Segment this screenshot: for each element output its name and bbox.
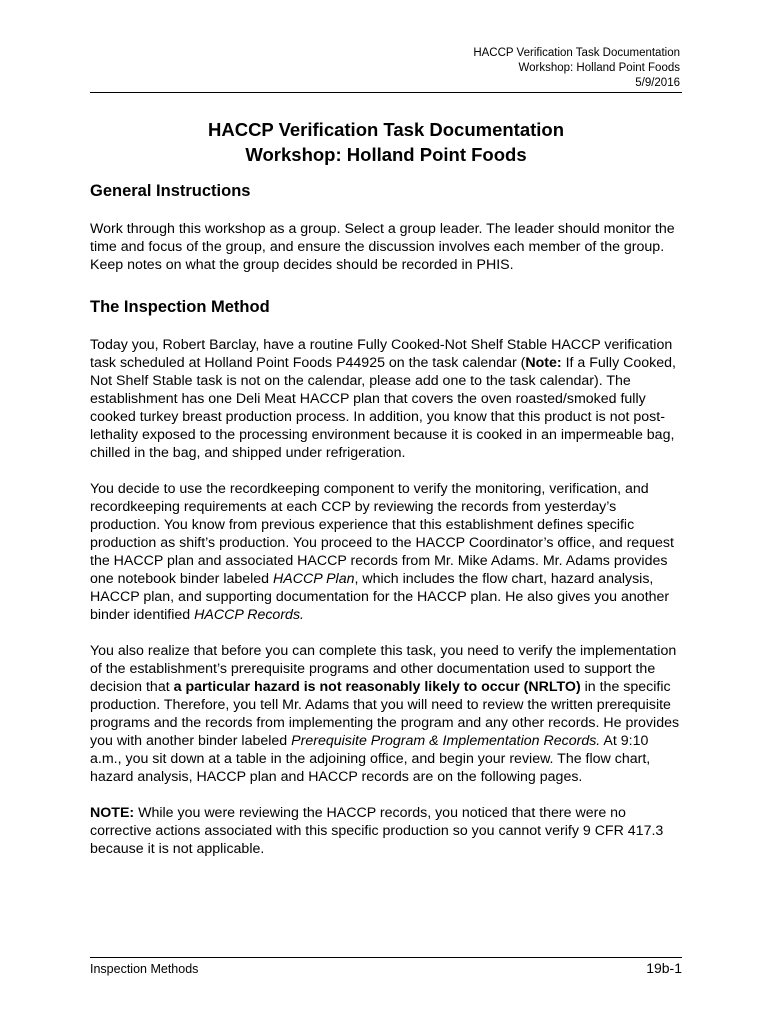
inspection-paragraph-2	[90, 480, 682, 624]
footer-divider	[90, 957, 682, 958]
p3-binder-prerequisite: Prerequisite Program & Implementation Records.	[291, 733, 601, 749]
p1-note-label: Note:	[525, 355, 562, 371]
p1-text-a: Today you, Robert Barclay, have a routine Fully Cooked-Not Shelf Stable HACCP verification task scheduled at Holland Point Foods P44925 on the task calendar (	[90, 337, 673, 371]
p3-text-a: You also realize that before you can complete this task, you need to verify the implementation of the establishment’s prerequisite programs and other documentation used to support the decision that	[90, 643, 677, 695]
general-instructions-paragraph: Work through this workshop as a group. Select a group leader. The leader should monitor the time and focus of the group, and ensure the discussion involves each member of the group. Keep notes on what the group decides should be recorded in PHIS.	[90, 221, 675, 273]
p1-text-b: If a Fully Cooked, Not Shelf Stable task is not on the calendar, please add one to the task calendar). The establishment has one Deli Meat HACCP plan that covers the oven roasted/smoked fully cooked turkey breast production process. In addition, you know that this product is not post-lethality exposed to the processing environment because it is cooked in an impermeable bag, chilled in the bag, and shipped under refrigeration.	[90, 355, 676, 461]
p4-note-text: While you were reviewing the HACCP records, you noticed that there were no corrective actions associated with this specific production so you cannot verify 9 CFR 417.3 because it is not applicable.	[90, 805, 664, 857]
p2-binder-haccp-records: HACCP Records.	[194, 607, 304, 623]
p2-text-b: , which includes the flow chart, hazard analysis, HACCP plan, and supporting documentation for the HACCP plan. He also gives you another binder identified	[90, 571, 670, 623]
page-title-line1: HACCP Verification Task Documentation	[207, 119, 565, 140]
p4-note-label: NOTE:	[90, 805, 135, 821]
running-header-subtitle: Workshop: Holland Point Foods	[518, 62, 680, 74]
running-header-title: HACCP Verification Task Documentation	[473, 47, 680, 59]
p3-text-b: in the specific production. Therefore, you tell Mr. Adams that you will need to review the written prerequisite programs and the records from implementing the program and any other records. He provides you with another binder labeled	[90, 679, 680, 749]
document-body	[90, 180, 682, 858]
running-header	[473, 46, 680, 91]
inspection-note-paragraph	[90, 804, 682, 858]
footer-page-number: 19b-1	[646, 960, 682, 976]
header-divider	[90, 92, 682, 93]
running-header-date: 5/9/2016	[635, 77, 680, 89]
footer-section-name: Inspection Methods	[90, 962, 199, 976]
p3-bold-nrlto: a particular hazard is not reasonably likely to occur (NRLTO)	[173, 679, 581, 695]
inspection-paragraph-1	[90, 336, 682, 462]
p2-binder-haccp-plan: HACCP Plan	[273, 571, 355, 587]
inspection-paragraph-3	[90, 642, 682, 786]
inspection-method-heading: The Inspection Method	[90, 298, 270, 316]
page-title-line2: Workshop: Holland Point Foods	[245, 144, 527, 165]
p2-text-a: You decide to use the recordkeeping component to verify the monitoring, verification, and recordkeeping requirements at each CCP by reviewing the records from yesterday’s production. You know from previous experience that this establishment defines specific production as shift’s production. You proceed to the HACCP Coordinator’s office, and request the HACCP plan and associated HACCP records from Mr. Mike Adams. Mr. Adams provides one notebook binder labeled	[90, 481, 674, 587]
p3-text-c: At 9:10 a.m., you sit down at a table in the adjoining office, and begin your review. The flow chart, hazard analysis, HACCP plan and HACCP records are on the following pages.	[90, 733, 651, 785]
general-instructions-heading: General Instructions	[90, 182, 251, 200]
page-title	[90, 117, 682, 167]
